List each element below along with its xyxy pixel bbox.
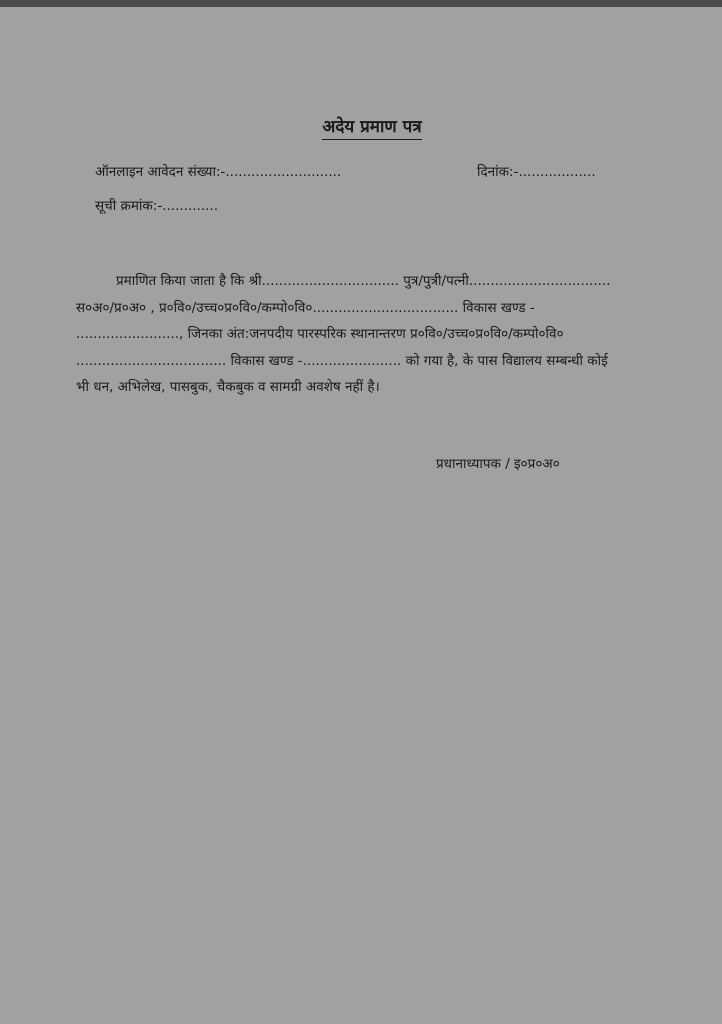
date-field: दिनांक:-.................. [477, 164, 596, 180]
top-bar [0, 0, 722, 7]
body-line-1: प्रमाणित किया जाता है कि श्री................................ पुत्र/पुत्री/पत्नी................................. [116, 273, 611, 289]
body-line-5: भी धन, अभिलेख, पासबुक, चैकबुक व सामग्री अवशेष नहीं है। [76, 379, 380, 395]
document-title [0, 116, 722, 140]
document-title-text: अदेय प्रमाण पत्र [322, 116, 421, 140]
body-line-2: स०अ०/प्र०अ० , प्र०वि०/उच्च०प्र०वि०/कम्पो०वि०.................................. विकास खण्ड - [76, 299, 535, 316]
certificate-body [76, 268, 621, 401]
body-line-3: ........................, जिनका अंत:जनपदीय पारस्परिक स्थानान्तरण प्र०वि०/उच्च०प्र०वि०/कम्पो०वि० [76, 326, 564, 342]
application-number-field: ऑनलाइन आवेदन संख्या:-........................... [95, 164, 342, 180]
body-line-4: ................................... विकास खण्ड -....................... को गया है, के पास विद्यालय सम्बन्धी कोई [76, 352, 608, 369]
signature-line: प्रधानाध्यापक / इ०प्र०अ० [436, 456, 560, 472]
list-serial-field: सूची क्रमांक:-............. [95, 198, 218, 214]
